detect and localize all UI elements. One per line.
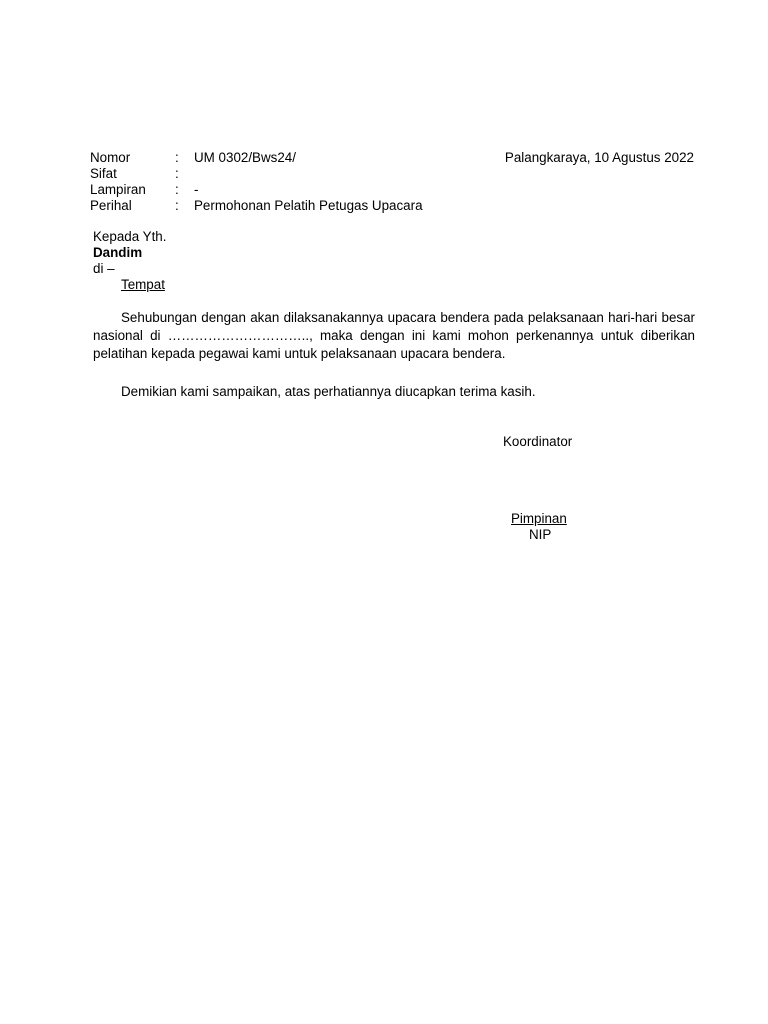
header-row-lampiran — [90, 182, 694, 198]
recipient-name: Dandim — [93, 245, 143, 260]
perihal-label: Perihal — [90, 198, 132, 213]
lampiran-value: - — [194, 182, 199, 197]
recipient-di: di – — [93, 261, 115, 276]
body-paragraph-2: Demikian kami sampaikan, atas perhatiannya diucapkan terima kasih. — [121, 384, 536, 399]
nomor-colon: : — [175, 150, 179, 165]
header-row-sifat — [90, 166, 694, 182]
recipient-block — [93, 229, 493, 293]
sifat-colon: : — [175, 166, 179, 181]
nomor-label: Nomor — [90, 150, 131, 165]
header-row-nomor — [90, 150, 694, 166]
recipient-place: Tempat — [121, 277, 165, 292]
perihal-colon: : — [175, 198, 179, 213]
signature-nip: NIP — [529, 527, 552, 542]
perihal-value: Permohonan Pelatih Petugas Upacara — [194, 198, 423, 213]
nomor-value: UM 0302/Bws24/ — [194, 150, 296, 165]
signature-title: Koordinator — [503, 434, 573, 449]
body-paragraph-1: Sehubungan dengan akan dilaksanakannya upacara bendera pada pelaksanaan hari-hari besar nasional di ………………………….., maka dengan ini kami mohon perkenannya untuk diberikan pelatihan kepada pegawai kami untuk pelaksanaan upacara bendera. — [93, 310, 695, 361]
sifat-label: Sifat — [90, 166, 117, 181]
lampiran-colon: : — [175, 182, 179, 197]
header-row-perihal — [90, 198, 694, 214]
signature-name: Pimpinan — [511, 511, 567, 526]
place-date: Palangkaraya, 10 Agustus 2022 — [504, 150, 694, 165]
salutation: Kepada Yth. — [93, 229, 167, 244]
lampiran-label: Lampiran — [90, 182, 146, 197]
letter-header — [90, 150, 694, 214]
